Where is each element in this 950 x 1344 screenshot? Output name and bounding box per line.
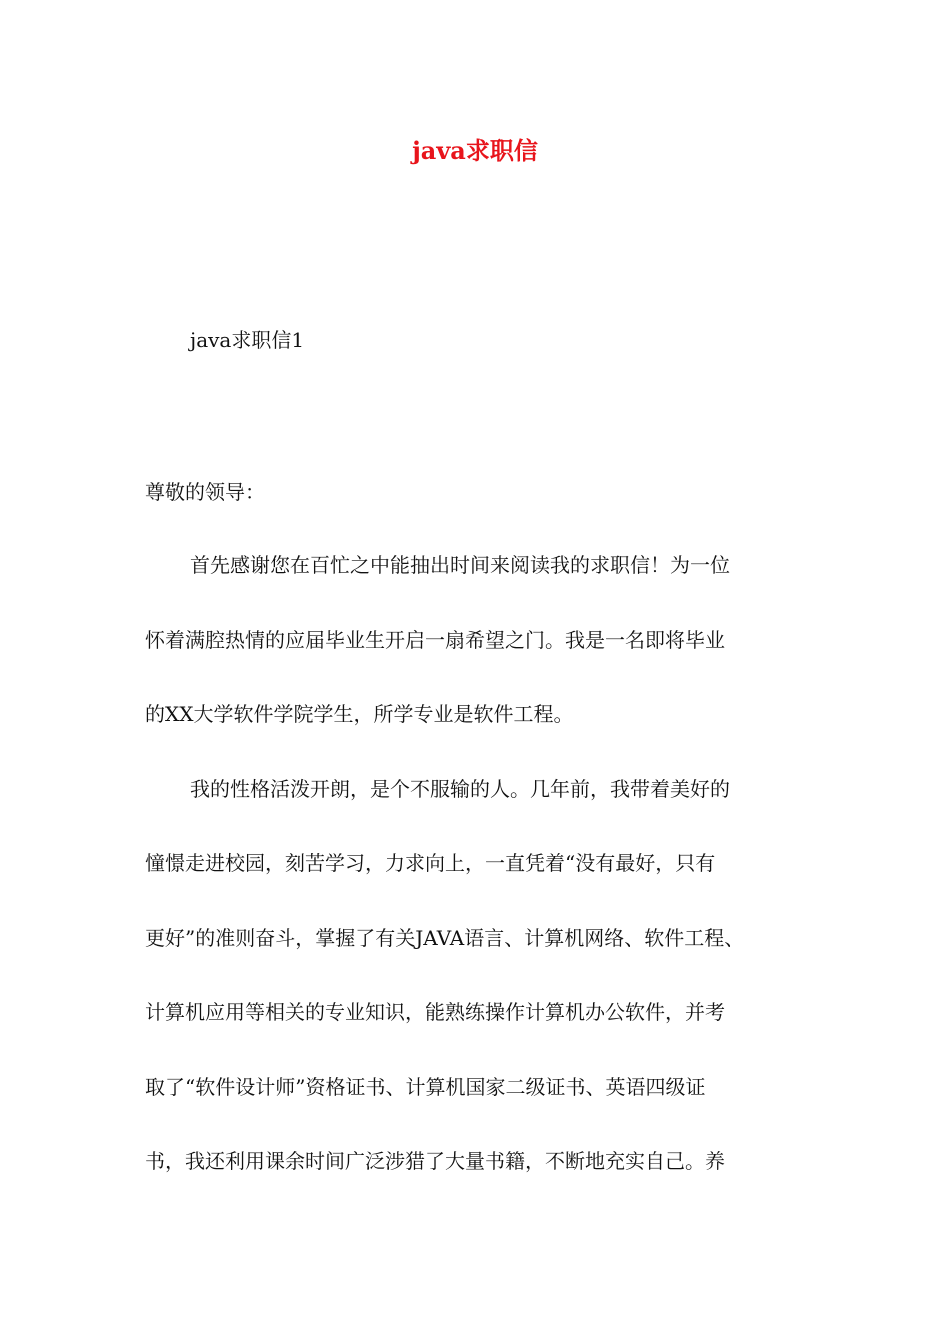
paragraph-line: 的XX大学软件学院学生，所学专业是软件工程。 bbox=[145, 702, 574, 726]
paragraph-line: 更好”的准则奋斗，掌握了有关JAVA语言、计算机网络、软件工程、 bbox=[145, 926, 745, 950]
paragraph-line: 憧憬走进校园，刻苦学习，力求向上，一直凭着“没有最好，只有 bbox=[145, 851, 716, 875]
document-title: java求职信 bbox=[412, 136, 538, 165]
salutation: 尊敬的领导： bbox=[145, 480, 265, 504]
paragraph-line: 我的性格活泼开朗，是个不服输的人。几年前，我带着美好的 bbox=[190, 777, 730, 801]
letter-subtitle: java求职信1 bbox=[190, 328, 305, 352]
paragraph-line: 怀着满腔热情的应届毕业生开启一扇希望之门。我是一名即将毕业 bbox=[145, 628, 725, 652]
paragraph-line: 计算机应用等相关的专业知识，能熟练操作计算机办公软件，并考 bbox=[145, 1000, 725, 1024]
paragraph-line: 首先感谢您在百忙之中能抽出时间来阅读我的求职信！为一位 bbox=[190, 553, 730, 577]
paragraph-line: 书，我还利用课余时间广泛涉猎了大量书籍，不断地充实自己。养 bbox=[145, 1149, 725, 1173]
paragraph-line: 取了“软件设计师”资格证书、计算机国家二级证书、英语四级证 bbox=[145, 1075, 706, 1099]
